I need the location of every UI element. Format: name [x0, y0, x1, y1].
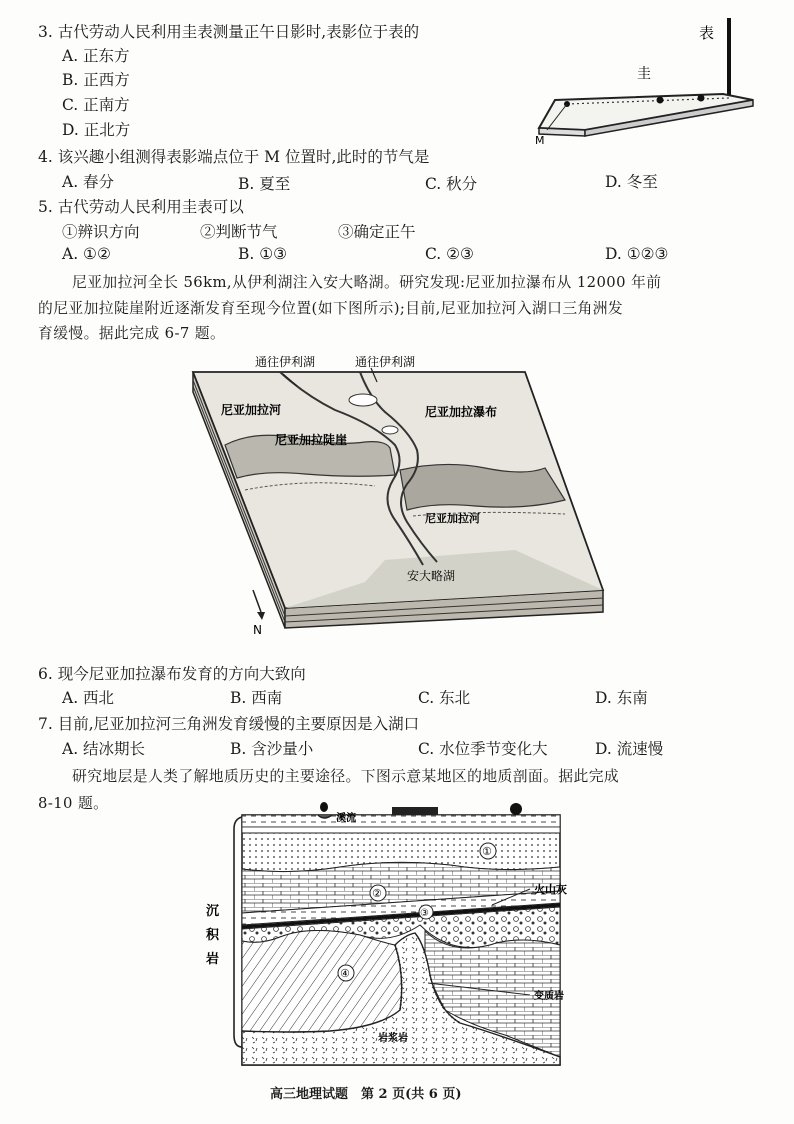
- shadow-point-3: [698, 95, 705, 102]
- label-lake-ontario: 安大略湖: [407, 569, 456, 583]
- north-arrow: [253, 590, 261, 612]
- q7-option-c: C. 水位季节变化大: [418, 740, 548, 758]
- label-falls: 尼亚加拉瀑布: [425, 405, 498, 419]
- q5-item-2: ②判断节气: [200, 223, 278, 241]
- label-metamorphic: 变质岩: [534, 991, 564, 1002]
- sedimentary-bracket: [234, 817, 242, 1047]
- q6-option-b: B. 西南: [230, 689, 283, 707]
- gnomon-figure: [525, 12, 765, 152]
- q4-stem: 4. 该兴趣小组测得表影端点位于 M 位置时,此时的节气是: [38, 148, 430, 166]
- label-to-erie-1: 通往伊利湖: [255, 355, 316, 369]
- passage2-line1: 研究地层是人类了解地质历史的主要途径。下图示意某地区的地质剖面。据此完成: [72, 768, 620, 785]
- escarpment-right: [400, 464, 565, 510]
- passage1-line3: 育缓慢。据此完成 6-7 题。: [38, 325, 226, 342]
- niagara-block-diagram: [185, 350, 615, 640]
- label-to-erie-2: 通往伊利湖: [355, 355, 416, 369]
- q7-option-d: D. 流速慢: [595, 740, 664, 758]
- layer-4: [242, 930, 402, 1032]
- q5-option-c: C. ②③: [425, 245, 474, 263]
- label-escarpment: 尼亚加拉陡崖: [275, 433, 348, 447]
- passage1-line1: 尼亚加拉河全长 56km,从伊利湖注入安大略湖。研究发现:尼亚加拉瀑布从 12000 年前: [72, 274, 662, 291]
- layer-4-label: ④: [340, 967, 350, 980]
- q5-item-3: ③确定正午: [338, 223, 416, 241]
- label-river-upper: 尼亚加拉河: [221, 403, 282, 417]
- q3-option-c: C. 正南方: [62, 96, 130, 114]
- label-stream: 溪流: [336, 813, 356, 824]
- q5-item-1: ①辨识方向: [62, 223, 140, 241]
- label-volcanic-ash: 火山灰: [534, 883, 567, 896]
- page-footer: 高三地理试题 第 2 页(共 6 页): [270, 1087, 462, 1102]
- label-m: M: [535, 134, 545, 147]
- label-biao: 表: [699, 24, 715, 42]
- label-river-lower: 尼亚加拉河: [425, 512, 480, 525]
- layer-3-label: ③: [420, 908, 429, 919]
- q7-stem: 7. 目前,尼亚加拉河三角洲发育缓慢的主要原因是入湖口: [38, 715, 420, 733]
- q4-option-b: B. 夏至: [238, 175, 291, 193]
- q7-option-a: A. 结冰期长: [62, 740, 146, 758]
- q6-option-c: C. 东北: [418, 689, 471, 707]
- q3-option-a: A. 正东方: [62, 47, 130, 65]
- label-north: N: [253, 623, 262, 637]
- q6-option-d: D. 东南: [595, 689, 648, 707]
- layer-2-label: ②: [372, 887, 382, 900]
- passage2-line2: 8-10 题。: [38, 795, 109, 812]
- q4-option-c: C. 秋分: [425, 175, 478, 193]
- label-sedimentary-2: 积: [206, 928, 220, 943]
- label-sedimentary-3: 岩: [206, 952, 220, 967]
- q6-option-a: A. 西北: [62, 689, 115, 707]
- label-sedimentary-1: 沉: [206, 904, 220, 919]
- label-igneous: 岩浆岩: [378, 1033, 408, 1044]
- passage1-line2: 的尼亚加拉陡崖附近逐渐发育至现今位置(如下图所示);目前,尼亚加拉河入湖口三角洲发: [38, 300, 624, 317]
- shadow-point-2: [657, 97, 664, 104]
- q5-option-b: B. ①③: [238, 245, 288, 263]
- geology-section-figure: [200, 795, 610, 1075]
- q4-option-d: D. 冬至: [605, 173, 658, 191]
- q3-option-d: D. 正北方: [62, 121, 131, 139]
- q7-option-b: B. 含沙量小: [230, 740, 314, 758]
- q4-option-a: A. 春分: [62, 173, 115, 191]
- q3-option-b: B. 正西方: [62, 71, 130, 89]
- q5-stem: 5. 古代劳动人民利用圭表可以: [38, 198, 244, 216]
- q6-stem: 6. 现今尼亚加拉瀑布发育的方向大致向: [38, 665, 306, 683]
- q5-option-a: A. ①②: [62, 245, 111, 263]
- q3-stem: 3. 古代劳动人民利用圭表测量正午日影时,表影位于表的: [38, 23, 420, 41]
- layer-1-label: ①: [482, 845, 492, 858]
- label-gui: 圭: [637, 66, 651, 82]
- q5-option-d: D. ①②③: [605, 245, 669, 263]
